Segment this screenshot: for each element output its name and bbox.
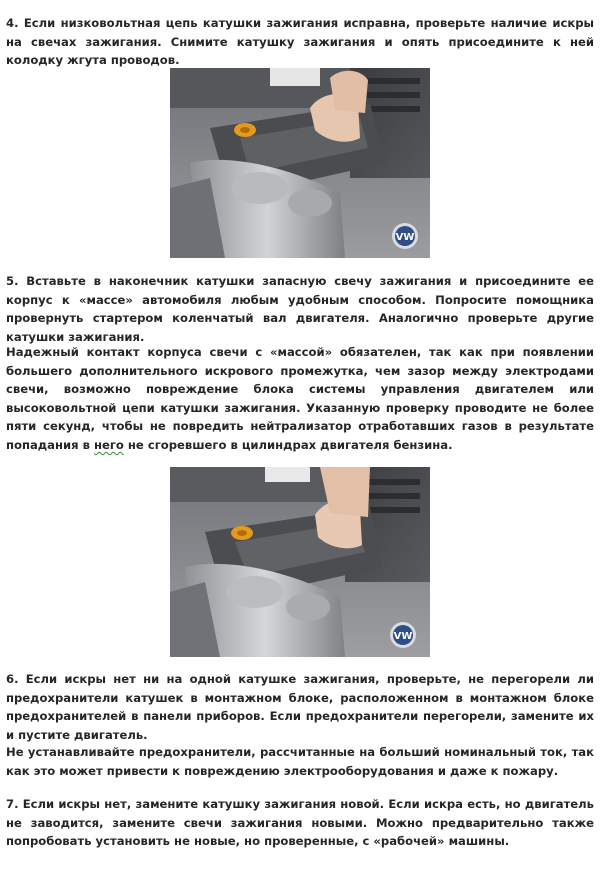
step-5-paragraph: 5. Вставьте в наконечник катушки запасную свечу зажигания и присоедините ее корпус к «массе» автомобиля любым удобным способом. Попросите помощника провернуть стартером коленчатый вал двигателя. Аналогично проверьте другие катушки зажигания. (6, 274, 594, 344)
vw-logo: VW (395, 232, 415, 243)
note-1-marked-word: него (93, 437, 124, 452)
step-6-paragraph: 6. Если искры нет ни на одной катушке зажигания, проверьте, не перегорели ли предохранители катушек в монтажном блоке, расположенном в монтажном блоке предохранителей в панели приборов. Если предохранители перегорели, замените их и пустите двигатель. (6, 672, 594, 742)
note-2-paragraph: Не устанавливайте предохранители, рассчитанные на больший номинальный ток, так как это может привести к повреждению электрооборудования и даже к пожару. (6, 745, 594, 778)
engine-photo-icon (170, 68, 430, 258)
note-1-text-a: Надежный контакт корпуса свечи с «массой» обязателен, так как при появлении большего дополнительного искрового промежутка, чем зазор между электродами свечи, возможно повреждение блока системы управления двигателем или высоковольтной цепи катушки зажигания. Указанную проверку проводите не более пяти секунд, чтобы не повредить нейтрализатор отработавших газов в результате попадания в (6, 345, 594, 452)
engine-photo-2 (170, 467, 430, 657)
step-4-paragraph: 4. Если низковольтная цепь катушки зажигания исправна, проверьте наличие искры на свечах зажигания. Снимите катушку зажигания и опять присоедините к ней колодку жгута проводов. (6, 16, 594, 68)
note-1-text-b: не сгоревшего в цилиндрах двигателя бензина. (123, 437, 453, 452)
engine-photo-icon (170, 467, 430, 657)
step-7-paragraph: 7. Если искры нет, замените катушку зажигания новой. Если искра есть, но двигатель не заводится, замените свечи зажигания новыми. Можно предварительно также попробовать установить не новые, но проверенные, с «рабочей» машины. (6, 797, 594, 849)
engine-photo-1 (170, 68, 430, 258)
note-1-paragraph (6, 343, 594, 455)
vw-logo: VW (393, 631, 413, 642)
